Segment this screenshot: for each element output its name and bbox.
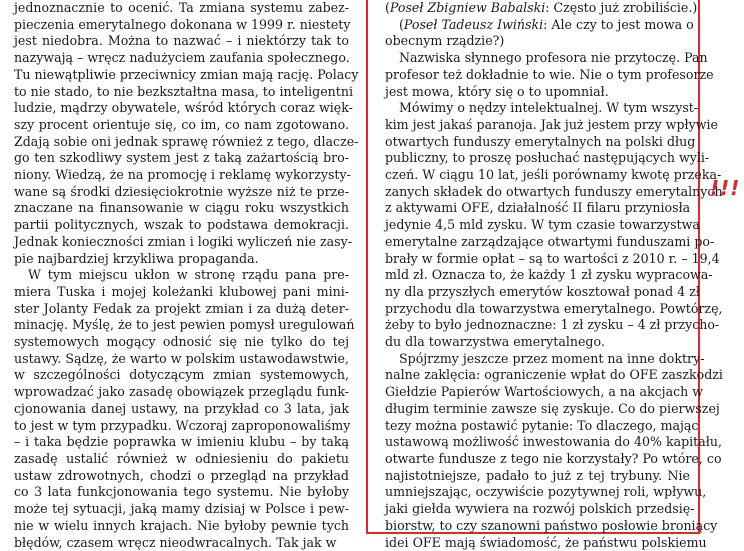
text-line: kim jest jakaś paranoja. Jak już jestem przy wpływie xyxy=(385,117,690,134)
text-line: ustawy. Sądzę, że warto w polskim ustawodawstwie, xyxy=(14,351,349,368)
text-line: ny dla przyszłych emerytów kosztował ponad 4 zł xyxy=(385,284,690,301)
text-line: Jednak konieczności zmian i logiki wyliczeń nie zasy- xyxy=(14,234,349,251)
exclamation-annotation: !!! xyxy=(710,176,740,200)
text-line: z aktywami OFE, działalność II filaru przyniosła xyxy=(385,200,690,217)
text-line: miera Tuska i mojej koleżanki klubowej pani mini- xyxy=(14,284,349,301)
text-line: w szczególności dotyczącym zmian systemowych, xyxy=(14,367,349,384)
text-line: ustaw zdrowotnych, chodzi o przegląd na przykład xyxy=(14,468,349,485)
text-line: tezy można postawić pytanie: To dlaczego, mając xyxy=(385,418,690,435)
text-line: przychodu dla towarzystwa emerytalnego. Powtórzę, xyxy=(385,301,690,318)
text-line: biorstw, to czy szanowni państwo posłowie broniący xyxy=(385,518,690,535)
text-line: najistotniejsze, padało to już z tej trybuny. Nie xyxy=(385,468,690,485)
text-line: jednoznacznie to ocenić. Ta zmiana systemu zabez- xyxy=(14,0,349,17)
text-line: nie w wielu innych krajach. Nie byłoby pewnie tych xyxy=(14,518,349,535)
text-line: Spójrzmy jeszcze przez moment na inne doktry- xyxy=(385,351,690,368)
text-line: brały w formie opłat – są to wartości z 2010 r. – 19,4 xyxy=(385,251,690,268)
text-line: nalne zaklęcia: ograniczenie wpłat do OFE zaszkodzi xyxy=(385,367,690,384)
text-line: minację. Myślę, że to jest pewien pomysł uregulowań xyxy=(14,317,349,334)
paragraph-right-3 xyxy=(385,351,690,551)
text-line: (Poseł Tadeusz Iwiński: Ale czy to jest mowa o xyxy=(385,17,690,34)
text-line: Nazwiska słynnego profesora nie przytoczę. Pan xyxy=(385,50,690,67)
text-line: idei OFE mają świadomość, że państwu polskiemu xyxy=(385,535,690,551)
left-column xyxy=(14,0,349,551)
text-line: jest mowa, który się o to upomniał. xyxy=(385,84,690,101)
speaker-name: Poseł Zbigniew Babalski xyxy=(390,0,545,15)
text-line: ster Jolanty Fedak za projekt zmian i za dużą deter- xyxy=(14,301,349,318)
text-line: zanych składek do otwartych funduszy emerytalnych xyxy=(385,184,690,201)
text-line: emerytalne zarządzające otwartymi funduszami po- xyxy=(385,234,690,251)
text-line: to nie stado, to nie bezkształtna masa, to inteligentni xyxy=(14,84,349,101)
text-line: pie najbardziej krzykliwa propaganda. xyxy=(14,251,349,268)
text-line: długim terminie zawsze się zyskuje. Co do pierwszej xyxy=(385,401,690,418)
text-line: mld zł. Oznacza to, że każdy 1 zł zysku wypracowa- xyxy=(385,267,690,284)
paragraph-left-2 xyxy=(14,267,349,551)
text-line: pieczenia emerytalnego dokonana w 1999 r. niestety xyxy=(14,17,349,34)
text-line: Giełdzie Papierów Wartościowych, a na akcjach w xyxy=(385,384,690,401)
text-line: Zdają sobie oni jednak sprawę również z tego, dlacze- xyxy=(14,134,349,151)
text-line: żeby to było jednoznaczne: 1 zł zysku – 4 zł przycho- xyxy=(385,317,690,334)
text-line: du dla towarzystwa emerytalnego. xyxy=(385,334,690,351)
interjection-iwinski xyxy=(385,17,690,50)
text-line: wane są środki dziesięciokrotnie wyższe niż te prze- xyxy=(14,184,349,201)
text-line: publiczny, to proszę posłuchać następujących wyli- xyxy=(385,150,690,167)
text-line: szy procent orientuje się, co im, co nam zgotowano. xyxy=(14,117,349,134)
text-line: błędów, czasem wręcz nieodwracalnych. Tak jak w xyxy=(14,535,349,551)
text-line: – i taka będzie poprawka w imieniu klubu – by taką xyxy=(14,434,349,451)
text-line: jaki giełda wywiera na rozwój polskich przedsię- xyxy=(385,501,690,518)
paragraph-right-1 xyxy=(385,50,690,100)
text-line: to jest w tym przypadku. Wczoraj zaproponowaliśmy xyxy=(14,418,349,435)
text-line: może tej sytuacji, jaką mamy dzisiaj w Polsce i pew- xyxy=(14,501,349,518)
text-line: go ten szkodliwy system jest z taką zażartością bro- xyxy=(14,150,349,167)
text-line: co 3 lata funkcjonowania tego systemu. Nie byłoby xyxy=(14,484,349,501)
text-line: cjonowania danej ustawy, na przykład co 3 lata, jak xyxy=(14,401,349,418)
text-line: znaczane na finansowanie w ciągu roku wszystkich xyxy=(14,200,349,217)
text-line: ustawową możliwość inwestowania do 40% kapitału, xyxy=(385,434,690,451)
speaker-name: Poseł Tadeusz Iwiński xyxy=(404,17,543,32)
text-line: systemowych mogący odnosić się nie tylko do tej xyxy=(14,334,349,351)
paragraph-left-1 xyxy=(14,0,349,267)
text-line: otwarte fundusze z tego nie korzystały? Po wtóre, co xyxy=(385,451,690,468)
text-line: partii politycznych, wszak to podstawa demokracji. xyxy=(14,217,349,234)
right-column xyxy=(385,0,690,551)
text-line: Tu niewątpliwie przeciwnicy zmian mają rację. Polacy xyxy=(14,67,349,84)
text-line: ludzie, mądrzy obywatele, wśród których coraz więk- xyxy=(14,100,349,117)
text-line: niony. Wiedzą, że na promocję i reklamę wykorzysty- xyxy=(14,167,349,184)
text-line: zasadę ustalić również w odniesieniu do pakietu xyxy=(14,451,349,468)
text-line: profesor też dokładnie to wie. Nie o tym profesorze xyxy=(385,67,690,84)
text-line: Mówimy o nędzy intelektualnej. W tym wszyst- xyxy=(385,100,690,117)
text-line: wprowadzać jako zasadę obowiązek przeglądu funk- xyxy=(14,384,349,401)
text-line: obecnym rządzie?) xyxy=(385,33,690,50)
text-line: nazywają – wręcz nadużyciem zaufania społecznego. xyxy=(14,50,349,67)
text-line: otwartych funduszy emerytalnych na polski dług xyxy=(385,134,690,151)
text-line: jest niedobra. Można to nazwać – i niektórzy tak to xyxy=(14,33,349,50)
paragraph-right-2 xyxy=(385,100,690,351)
text-line: czeń. W ciągu 10 lat, jeśli porównamy kwotę przeka- xyxy=(385,167,690,184)
interjection-babalski: (Poseł Zbigniew Babalski: Często już zrobiliście.) xyxy=(385,0,690,17)
text-line: jedynie 4,5 mld zysku. W tym czasie towarzystwa xyxy=(385,217,690,234)
text-line: W tym miejscu ukłon w stronę rządu pana pre- xyxy=(14,267,349,284)
text-line: umniejszając, oczywiście pozytywnej roli, wpływu, xyxy=(385,484,690,501)
